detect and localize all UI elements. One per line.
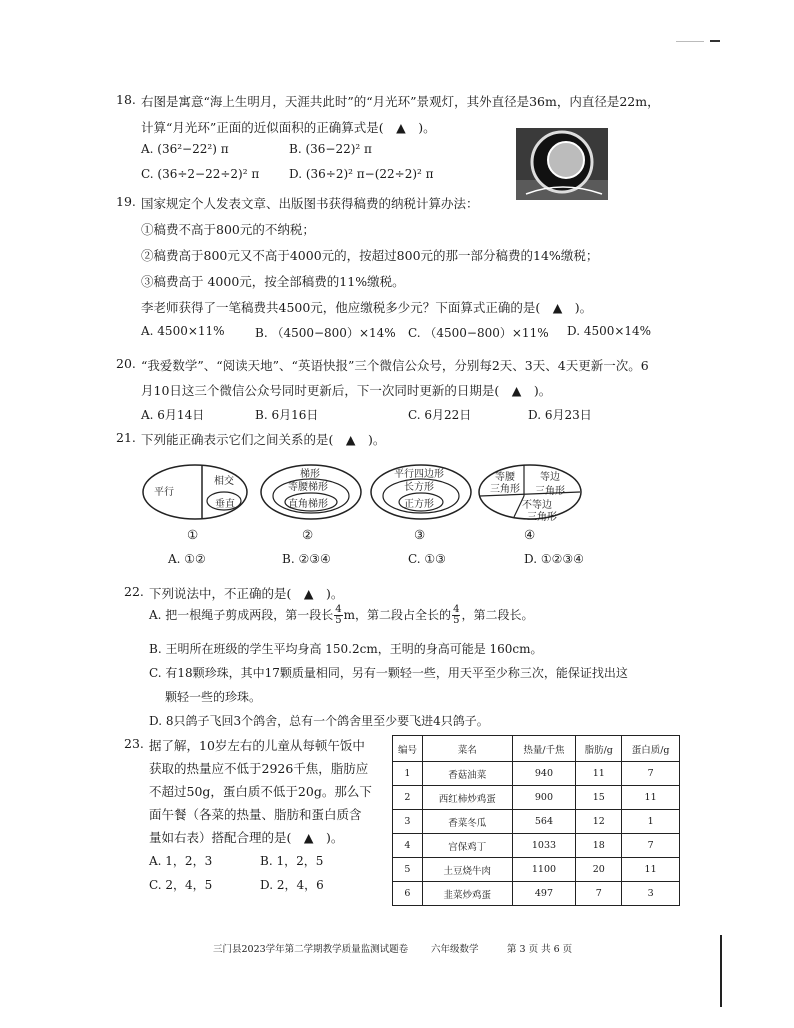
table-cell: 15 (576, 786, 622, 810)
table-cell: 土豆烧牛肉 (422, 858, 512, 882)
diagram-2-label-isosceles-trapezoid: 等腰梯形 (288, 482, 328, 493)
table-cell: 1033 (512, 834, 576, 858)
moon-ring-photo (516, 128, 608, 200)
question-20-text-line2: 月10日这三个微信公众号同时更新后，下一次同时更新的日期是( ▲ )。 (141, 383, 552, 398)
question-19-rule2: ②稿费高于800元又不高于4000元的，按超过800元的那一部分稿费的14%缴税； (141, 248, 599, 263)
diagram-4-label-equilateral-2: 三角形 (535, 486, 565, 497)
table-header-row (393, 736, 680, 762)
table-cell: 3 (393, 810, 423, 834)
table-cell: 564 (512, 810, 576, 834)
table-cell: 7 (622, 834, 680, 858)
table-row (393, 834, 680, 858)
question-23-text-line5: 量如右表）搭配合理的是( ▲ )。 (149, 830, 344, 845)
table-cell: 497 (512, 882, 576, 906)
option-a-text-end: ，第二段长。 (461, 608, 534, 622)
question-18-option-d: D. (36÷2)² π−(22÷2)² π (289, 167, 434, 181)
footer-school: 三门县2023学年第二学期教学质量监测试题卷 (213, 944, 409, 955)
table-row (393, 786, 680, 810)
table-header: 脂肪/g (576, 736, 622, 762)
diagram-4-label-scalene-1: 不等边 (522, 500, 552, 511)
table-cell: 12 (576, 810, 622, 834)
table-row (393, 762, 680, 786)
question-22-number: 22. (124, 584, 144, 599)
question-20-option-c: C. 6月22日 (408, 408, 472, 422)
table-cell: 20 (576, 858, 622, 882)
diagram-4-label-isosceles-1: 等腰 (495, 472, 515, 483)
question-21-option-d: D. ①②③④ (524, 552, 584, 566)
question-22-option-c-line1: C. 有18颗珍珠，其中17颗质量相同，另有一颗轻一些，用天平至少称三次，能保证找出这 (149, 666, 628, 680)
table-cell: 900 (512, 786, 576, 810)
fraction-denominator: 5 (335, 615, 342, 626)
table-row (393, 810, 680, 834)
table-cell: 3 (622, 882, 680, 906)
fraction-numerator: 4 (335, 604, 342, 615)
table-cell: 18 (576, 834, 622, 858)
question-19-option-d: D. 4500×14% (567, 324, 652, 338)
question-21-option-b: B. ②③④ (282, 552, 331, 566)
diagram-1-mark: ① (187, 527, 199, 542)
question-22-text-line1: 下列说法中，不正确的是( ▲ )。 (149, 586, 344, 601)
table-cell: 1 (622, 810, 680, 834)
table-cell: 1100 (512, 858, 576, 882)
question-19-option-b: B. （4500−800）×14% (255, 326, 396, 340)
question-18-text-line1: 右图是寓意“海上生明月，天涯共此时”的“月光环”景观灯，其外直径是36m，内直径是22m， (141, 94, 660, 109)
table-cell: 韭菜炒鸡蛋 (422, 882, 512, 906)
fraction-numerator: 4 (453, 604, 460, 615)
question-21-option-c: C. ①③ (408, 552, 446, 566)
question-23-text-line2: 获取的热量应不低于2926千焦，脂肪应 (149, 761, 369, 776)
footer-subject: 六年级数学 (431, 944, 479, 955)
question-20-option-a: A. 6月14日 (141, 408, 205, 422)
diagram-2-label-trapezoid: 梯形 (300, 469, 320, 480)
question-23-text-line1: 据了解，10岁左右的儿童从每顿午饭中 (149, 738, 365, 753)
diagram-4-mark: ④ (524, 527, 536, 542)
option-a-text-middle: m，第二段占全长的 (343, 608, 452, 622)
table-cell: 7 (622, 762, 680, 786)
diagram-2-label-right-trapezoid: 直角梯形 (288, 499, 328, 510)
table-cell: 11 (622, 858, 680, 882)
question-20-option-b: B. 6月16日 (255, 408, 319, 422)
question-19-option-c: C. （4500−800）×11% (408, 326, 549, 340)
table-cell: 4 (393, 834, 423, 858)
table-cell: 940 (512, 762, 576, 786)
diagram-1-label-intersect: 相交 (214, 476, 234, 487)
diagram-1-label-parallel: 平行 (154, 487, 174, 498)
question-20-text-line1: “我爱数学”、“阅读天地”、“英语快报”三个微信公众号，分别每2天、3天、4天更新一次。6 (141, 358, 649, 373)
diagram-3-label-parallelogram: 平行四边形 (394, 469, 444, 480)
table-cell: 宫保鸡丁 (422, 834, 512, 858)
table-cell: 香菇油菜 (422, 762, 512, 786)
table-cell: 11 (622, 786, 680, 810)
fraction-four-fifths-2 (452, 605, 460, 626)
table-cell: 5 (393, 858, 423, 882)
diagram-4-label-isosceles-2: 三角形 (490, 484, 520, 495)
question-21-text-line1: 下列能正确表示它们之间关系的是( ▲ )。 (141, 432, 386, 447)
question-23-option-d: D. 2，4，6 (260, 878, 324, 892)
question-18-option-b: B. (36−22)² π (289, 142, 372, 156)
table-header: 蛋白质/g (622, 736, 680, 762)
table-header: 热量/千焦 (512, 736, 576, 762)
fraction-denominator: 5 (453, 615, 460, 626)
nutrition-table (392, 735, 680, 906)
question-23-text-line4: 面午餐（各菜的热量、脂肪和蛋白质含 (149, 807, 362, 822)
question-21-number: 21. (116, 430, 136, 445)
option-a-text-start: A. 把一根绳子剪成两段，第一段长 (149, 608, 334, 622)
question-23-option-b: B. 1，2，5 (260, 854, 324, 868)
question-19-text-line5: 李老师获得了一笔稿费共4500元，他应缴税多少元？下面算式正确的是( ▲ )。 (141, 300, 593, 315)
question-18-number: 18. (116, 92, 136, 107)
footer-page-number: 第 3 页 共 6 页 (507, 944, 573, 955)
question-19-rule3: ③稿费高于 4000元，按全部稿费的11%缴税。 (141, 274, 405, 289)
question-23-option-c: C. 2，4，5 (149, 878, 213, 892)
question-23-text-line3: 不超过50g，蛋白质不低于20g。那么下 (149, 784, 372, 799)
question-23-number: 23. (124, 736, 144, 751)
question-18-option-a: A. (36²−22²) π (141, 142, 229, 156)
question-22-option-c-line2: 颗轻一些的珍珠。 (165, 690, 262, 704)
diagram-2-mark: ② (302, 527, 314, 542)
table-header: 编号 (393, 736, 423, 762)
table-cell: 7 (576, 882, 622, 906)
table-row (393, 882, 680, 906)
question-22-option-b: B. 王明所在班级的学生平均身高 150.2cm，王明的身高可能是 160cm。 (149, 642, 543, 656)
scan-edge-line (720, 935, 722, 1007)
table-cell: 11 (576, 762, 622, 786)
table-cell: 6 (393, 882, 423, 906)
scan-mark (710, 40, 720, 42)
question-22-option-d: D. 8只鸽子飞回3个鸽舍，总有一个鸽舍里至少要飞进4只鸽子。 (149, 714, 489, 728)
diagram-3-label-square: 正方形 (404, 499, 434, 510)
question-20-option-d: D. 6月23日 (528, 408, 592, 422)
diagram-3-mark: ③ (414, 527, 426, 542)
fraction-four-fifths-1 (334, 605, 342, 626)
question-19-text-line1: 国家规定个人发表文章、出版图书获得稿费的纳税计算办法： (141, 196, 479, 211)
diagram-4-label-equilateral-1: 等边 (540, 472, 560, 483)
scan-mark (676, 41, 704, 42)
diagram-3-label-rectangle: 长方形 (404, 482, 434, 493)
question-19-number: 19. (116, 194, 136, 209)
table-cell: 1 (393, 762, 423, 786)
diagram-4-label-scalene-2: 三角形 (527, 512, 557, 523)
question-21-option-a: A. ①② (168, 552, 206, 566)
table-cell: 香菜冬瓜 (422, 810, 512, 834)
question-23-option-a: A. 1，2，3 (149, 854, 213, 868)
table-cell: 西红柿炒鸡蛋 (422, 786, 512, 810)
question-19-option-a: A. 4500×11% (141, 324, 225, 338)
question-20-number: 20. (116, 356, 136, 371)
table-header: 菜名 (422, 736, 512, 762)
table-row (393, 858, 680, 882)
question-22-option-a (149, 602, 533, 628)
question-18-option-c: C. (36÷2−22÷2)² π (141, 167, 260, 181)
question-19-rule1: ①稿费不高于800元的不纳税； (141, 222, 315, 237)
diagram-1-label-perpendicular: 垂直 (215, 499, 235, 510)
table-cell: 2 (393, 786, 423, 810)
question-18-text-line2: 计算“月光环”正面的近似面积的正确算式是( ▲ )。 (141, 120, 436, 135)
